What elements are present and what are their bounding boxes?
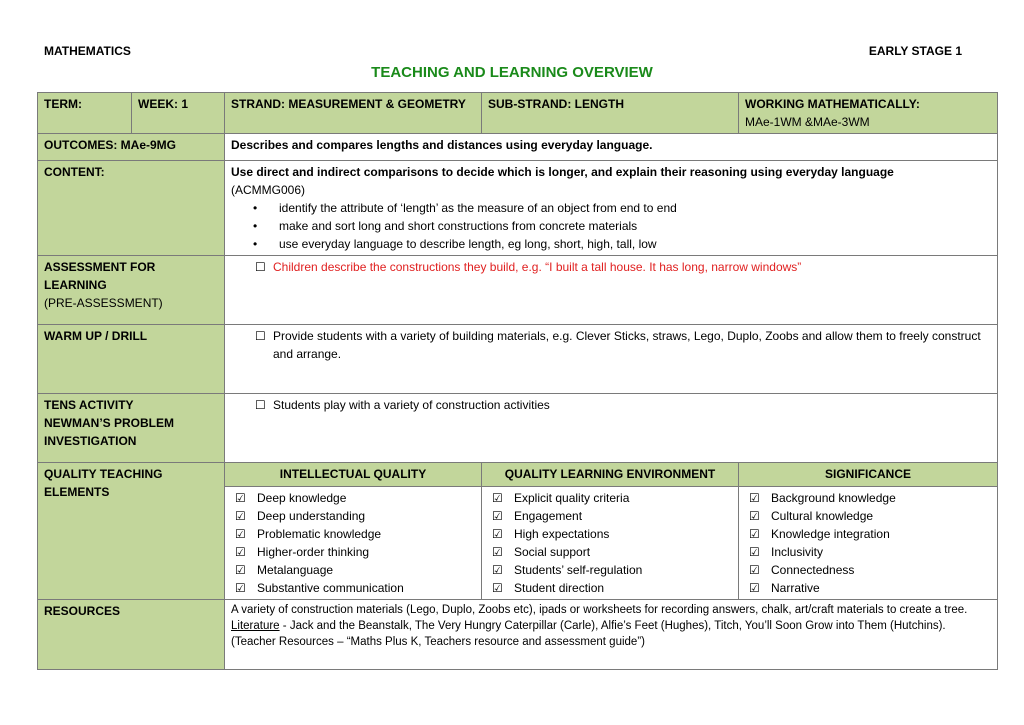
- content-row: [38, 161, 998, 256]
- list-item-label: Narrative: [771, 581, 820, 595]
- checked-box-icon: ☑: [235, 527, 246, 541]
- tens-label: [38, 394, 225, 463]
- subject-label: MATHEMATICS: [44, 44, 131, 58]
- bullet-icon: •: [253, 201, 258, 215]
- list-item: [231, 489, 475, 507]
- assessment-label: [38, 256, 225, 325]
- checked-box-icon: ☑: [235, 509, 246, 523]
- checked-box-icon: ☑: [492, 581, 503, 595]
- checked-box-icon: ☑: [749, 581, 760, 595]
- content-bullet: [231, 199, 991, 217]
- overview-table: [37, 92, 998, 670]
- resources-text: A variety of construction materials (Lego, Duplo, Zoobs etc), ipads or worksheets for recording answers, chalk, art/craft materials to create a tree.: [231, 604, 968, 616]
- list-item: [488, 543, 732, 561]
- quality-label: [38, 463, 225, 600]
- tens-text: Students play with a variety of construction activities: [273, 398, 550, 412]
- checked-box-icon: ☑: [235, 545, 246, 559]
- empty-checkbox-icon: ☐: [255, 398, 266, 412]
- list-item-label: Background knowledge: [771, 491, 896, 505]
- content-cell: [225, 161, 998, 256]
- list-item-label: Inclusivity: [771, 545, 824, 559]
- quality-col-heading: SIGNIFICANCE: [739, 463, 998, 487]
- teacher-resources-text: (Teacher Resources – “Maths Plus K, Teachers resource and assessment guide”): [231, 636, 645, 648]
- quality-label-line2: ELEMENTS: [44, 485, 110, 499]
- list-item: [231, 507, 475, 525]
- strand-cell: STRAND: MEASUREMENT & GEOMETRY: [225, 93, 482, 134]
- outcomes-label: OUTCOMES: MAe-9MG: [38, 134, 225, 161]
- list-item-label: Higher-order thinking: [257, 545, 370, 559]
- wm-value: MAe-1WM &MAe-3WM: [745, 115, 870, 129]
- checked-box-icon: ☑: [749, 527, 760, 541]
- list-item-label: Deep knowledge: [257, 491, 347, 505]
- bullet-text: use everyday language to describe length, eg long, short, high, tall, low: [279, 237, 657, 251]
- content-bullet: [231, 235, 991, 253]
- list-item-label: Student direction: [514, 581, 605, 595]
- list-item-label: Social support: [514, 545, 591, 559]
- literature-line: [231, 618, 991, 634]
- checked-box-icon: ☑: [749, 563, 760, 577]
- assessment-label-line3: (PRE-ASSESSMENT): [44, 296, 163, 310]
- empty-checkbox-icon: ☐: [255, 329, 266, 343]
- warmup-cell: [225, 325, 998, 394]
- assessment-label-line2: LEARNING: [44, 278, 107, 292]
- tens-cell: [225, 394, 998, 463]
- list-item: [745, 561, 991, 579]
- quality-heading-row: [38, 463, 998, 487]
- list-item: [745, 579, 991, 597]
- bullet-text: make and sort long and short constructions from concrete materials: [279, 219, 638, 233]
- list-item: [231, 543, 475, 561]
- learning-environment-list: [482, 487, 739, 600]
- list-item-label: Cultural knowledge: [771, 509, 874, 523]
- list-item: [231, 579, 475, 597]
- outcomes-row: [38, 134, 998, 161]
- assessment-item: [231, 258, 991, 276]
- term-cell: TERM:: [38, 93, 132, 134]
- working-mathematically-cell: [739, 93, 998, 134]
- list-item-label: Explicit quality criteria: [514, 491, 630, 505]
- list-item-label: Problematic knowledge: [257, 527, 382, 541]
- tens-label-line2: NEWMAN’S PROBLEM: [44, 416, 174, 430]
- bullet-icon: •: [253, 237, 258, 251]
- list-item: [488, 507, 732, 525]
- list-item-label: Knowledge integration: [771, 527, 890, 541]
- outcomes-text: Describes and compares lengths and distances using everyday language.: [225, 134, 998, 161]
- list-item-label: Engagement: [514, 509, 583, 523]
- assessment-cell: [225, 256, 998, 325]
- checked-box-icon: ☑: [492, 563, 503, 577]
- checked-box-icon: ☑: [492, 545, 503, 559]
- checked-box-icon: ☑: [749, 509, 760, 523]
- literature-text: - Jack and the Beanstalk, The Very Hungry Caterpillar (Carle), Alfie’s Feet (Hughes), Titch, You’ll Soon Grow into Them (Hutchins).: [279, 620, 946, 632]
- list-item: [745, 543, 991, 561]
- checked-box-icon: ☑: [235, 581, 246, 595]
- empty-checkbox-icon: ☐: [255, 260, 266, 274]
- list-item-label: High expectations: [514, 527, 610, 541]
- tens-item: [231, 396, 991, 414]
- list-item: [488, 525, 732, 543]
- resources-cell: [225, 600, 998, 670]
- quality-label-line1: QUALITY TEACHING: [44, 467, 163, 481]
- resources-row: [38, 600, 998, 670]
- list-item: [231, 525, 475, 543]
- checked-box-icon: ☑: [492, 491, 503, 505]
- significance-list: [739, 487, 998, 600]
- literature-label: Literature: [231, 620, 280, 632]
- checked-box-icon: ☑: [749, 545, 760, 559]
- checked-box-icon: ☑: [235, 491, 246, 505]
- assessment-row: [38, 256, 998, 325]
- substrand-cell: SUB-STRAND: LENGTH: [482, 93, 739, 134]
- bullet-icon: •: [253, 219, 258, 233]
- intellectual-quality-list: [225, 487, 482, 600]
- list-item-label: Substantive communication: [257, 581, 404, 595]
- list-item: [745, 489, 991, 507]
- week-cell: WEEK: 1: [132, 93, 225, 134]
- wm-label: WORKING MATHEMATICALLY:: [745, 97, 920, 111]
- stage-label: EARLY STAGE 1: [868, 44, 962, 58]
- list-item: [745, 507, 991, 525]
- checked-box-icon: ☑: [749, 491, 760, 505]
- warmup-item: [231, 327, 991, 363]
- term-row: [38, 93, 998, 134]
- list-item-label: Students’ self-regulation: [514, 563, 643, 577]
- checked-box-icon: ☑: [492, 527, 503, 541]
- quality-col-heading: QUALITY LEARNING ENVIRONMENT: [482, 463, 739, 487]
- warmup-row: [38, 325, 998, 394]
- content-code: (ACMMG006): [231, 183, 306, 197]
- list-item: [231, 561, 475, 579]
- content-label: CONTENT:: [38, 161, 225, 256]
- warmup-text: Provide students with a variety of building materials, e.g. Clever Sticks, straws, Lego, Duplo, Zoobs and allow them to freely construct and arrange.: [273, 329, 981, 361]
- tens-row: [38, 394, 998, 463]
- resources-label: RESOURCES: [38, 600, 225, 670]
- bullet-text: identify the attribute of ‘length’ as the measure of an object from end to end: [279, 201, 677, 215]
- list-item: [488, 579, 732, 597]
- assessment-label-line1: ASSESSMENT FOR: [44, 260, 156, 274]
- list-item: [488, 561, 732, 579]
- list-item: [745, 525, 991, 543]
- list-item: [488, 489, 732, 507]
- assessment-text: Children describe the constructions they build, e.g. “I built a tall house. It has long, narrow windows”: [273, 260, 802, 274]
- content-bullet: [231, 217, 991, 235]
- quality-col-heading: INTELLECTUAL QUALITY: [225, 463, 482, 487]
- list-item-label: Deep understanding: [257, 509, 366, 523]
- checked-box-icon: ☑: [235, 563, 246, 577]
- warmup-label: WARM UP / DRILL: [38, 325, 225, 394]
- checked-box-icon: ☑: [492, 509, 503, 523]
- tens-label-line1: TENS ACTIVITY: [44, 398, 134, 412]
- list-item-label: Metalanguage: [257, 563, 334, 577]
- list-item-label: Connectedness: [771, 563, 855, 577]
- content-intro: Use direct and indirect comparisons to decide which is longer, and explain their reasoning using everyday language: [231, 165, 894, 179]
- page-title: TEACHING AND LEARNING OVERVIEW: [371, 64, 653, 81]
- tens-label-line3: INVESTIGATION: [44, 434, 137, 448]
